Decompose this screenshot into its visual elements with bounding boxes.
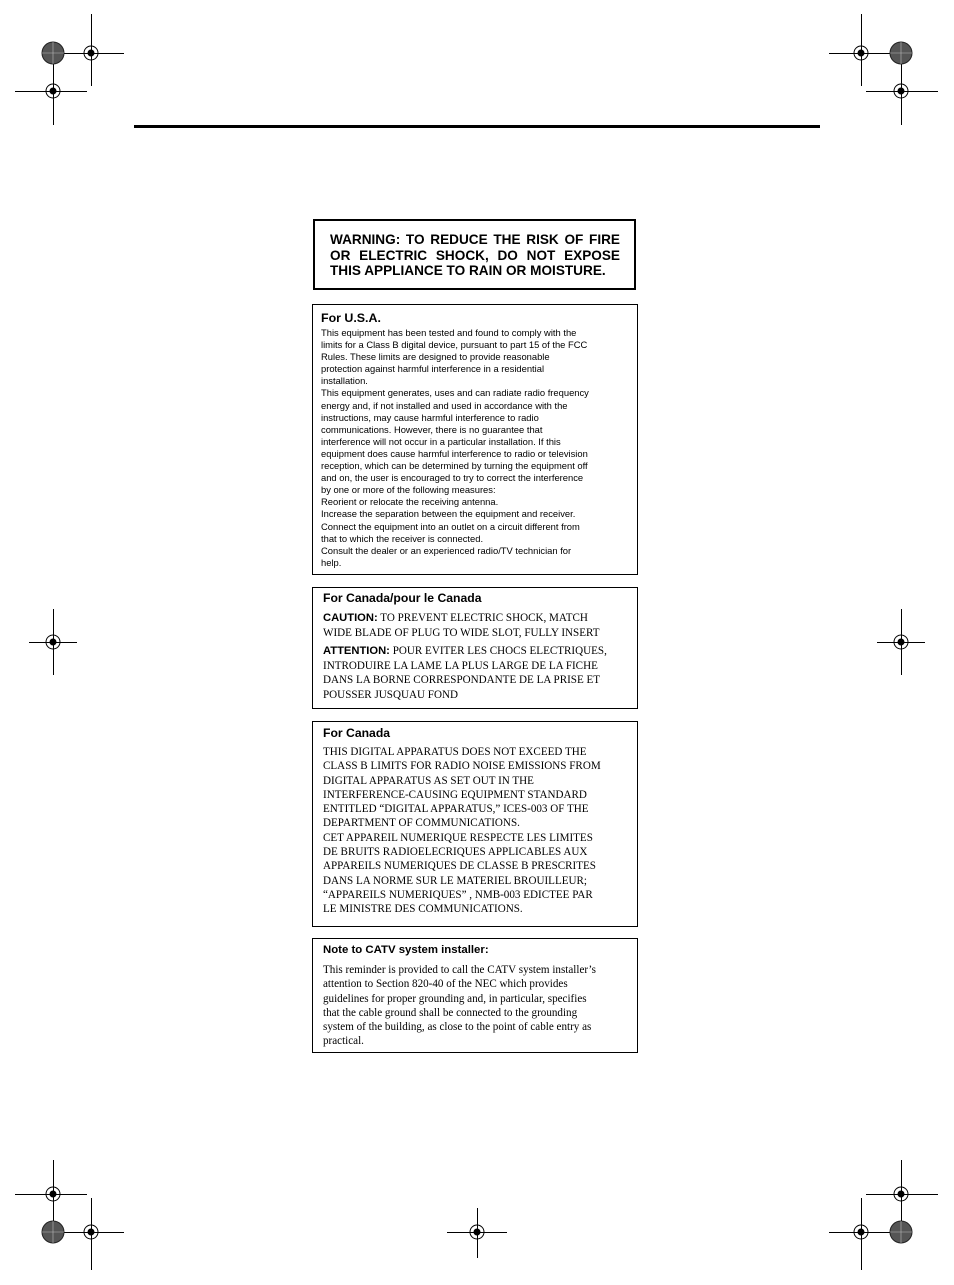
usa-line: reception, which can be determined by turning the equipment off <box>321 460 588 472</box>
catv-line: practical. <box>323 1035 364 1048</box>
canada-line: ENTITLED “DIGITAL APPARATUS,” ICES-003 OF THE <box>323 803 589 816</box>
canada-line: INTERFERENCE-CAUSING EQUIPMENT STANDARD <box>323 788 587 801</box>
catv-body <box>323 963 631 1049</box>
attention-line: POUSSER JUSQUAU FOND <box>323 688 459 701</box>
canada-line: DANS LA NORME SUR LE MATERIEL BROUILLEUR; <box>323 874 587 887</box>
usa-line: interference will not occur in a particular installation. If this <box>321 435 561 447</box>
usa-line: Consult the dealer or an experienced radio/TV technician for <box>321 544 572 556</box>
usa-line: Increase the separation between the equipment and receiver. <box>321 508 576 520</box>
caution-line: TO PREVENT ELECTRIC SHOCK, MATCH <box>380 612 588 624</box>
warning-box <box>313 219 636 290</box>
usa-line: This equipment has been tested and found to comply with the <box>321 327 577 338</box>
catv-line: guidelines for proper grounding and, in particular, specifies <box>323 992 587 1005</box>
usa-line: instructions, may cause harmful interference to radio <box>321 411 539 423</box>
caution-line: WIDE BLADE OF PLUG TO WIDE SLOT, FULLY INSERT <box>323 626 600 639</box>
canada-plug-heading: For Canada/pour le Canada <box>323 591 482 605</box>
attention-line: POUR EVITER LES CHOCS ELECTRIQUES, <box>392 645 607 658</box>
usa-line: Connect the equipment into an outlet on a circuit different from <box>321 520 580 532</box>
usa-line: protection against harmful interference in a residential <box>321 363 545 375</box>
catv-line: that the cable ground shall be connected to the grounding <box>323 1006 578 1019</box>
canada-line: LE MINISTRE DES COMMUNICATIONS. <box>323 903 523 916</box>
canada-line: “APPAREILS NUMERIQUES” , NMB-003 EDICTEE PAR <box>323 888 593 901</box>
caution-label: CAUTION: <box>323 612 378 624</box>
canada-line: THIS DIGITAL APPARATUS DOES NOT EXCEED THE <box>323 746 587 758</box>
canada-line: CLASS B LIMITS FOR RADIO NOISE EMISSIONS FROM <box>323 760 601 773</box>
canada-digital-heading: For Canada <box>323 726 391 740</box>
canada-line: DE BRUITS RADIOELECRIQUES APPLICABLES AUX <box>323 846 588 859</box>
usa-line: that to which the receiver is connected. <box>321 532 484 544</box>
usa-line: by one or more of the following measures: <box>321 484 496 496</box>
attention-label: ATTENTION: <box>323 645 390 658</box>
canada-line: APPAREILS NUMERIQUES DE CLASSE B PRESCRITES <box>323 860 596 873</box>
attention-line: DANS LA BORNE CORRESPONDANTE DE LA PRISE ET <box>323 674 601 687</box>
catv-heading: Note to CATV system installer: <box>323 944 489 956</box>
canada-line: CET APPAREIL NUMERIQUE RESPECTE LES LIMITES <box>323 831 593 844</box>
warning-text: WARNING: TO REDUCE THE RISK OF FIRE OR ELECTRIC SHOCK, DO NOT EXPOSE THIS APPLIANCE TO RAIN OR MOISTURE. <box>330 232 620 278</box>
usa-line: energy and, if not installed and used in accordance with the <box>321 399 568 411</box>
catv-note-box <box>312 938 638 1053</box>
catv-line: attention to Section 820-40 of the NEC which provides <box>323 978 568 991</box>
canada-plug-box <box>312 587 638 709</box>
attention-paragraph <box>323 644 631 702</box>
attention-line: INTRODUIRE LA LAME LA PLUS LARGE DE LA FICHE <box>323 659 598 672</box>
usa-line: This equipment generates, uses and can radiate radio frequency <box>321 387 589 399</box>
canada-digital-body <box>323 745 631 917</box>
catv-line: system of the building, as close to the point of cable entry as <box>323 1021 592 1034</box>
usa-line: help. <box>321 556 342 568</box>
canada-digital-box <box>312 721 638 927</box>
usa-line: Reorient or relocate the receiving antenna. <box>321 496 499 508</box>
usa-line: communications. However, there is no guarantee that <box>321 423 543 435</box>
canada-line: DIGITAL APPARATUS AS SET OUT IN THE <box>323 774 534 787</box>
header-rule <box>134 125 820 128</box>
usa-heading: For U.S.A. <box>321 311 381 325</box>
usa-line: equipment does cause harmful interference to radio or television <box>321 447 588 459</box>
usa-line: limits for a Class B digital device, pursuant to part 15 of the FCC <box>321 339 588 351</box>
catv-line: This reminder is provided to call the CATV system installer’s <box>323 964 596 976</box>
usa-line: Rules. These limits are designed to provide reasonable <box>321 351 550 363</box>
usa-line: installation. <box>321 375 368 387</box>
caution-paragraph <box>323 611 631 640</box>
usa-body <box>321 327 630 569</box>
usa-line: and on, the user is encouraged to try to correct the interference <box>321 472 584 484</box>
usa-notice-box <box>312 304 638 575</box>
canada-line: DEPARTMENT OF COMMUNICATIONS. <box>323 817 520 830</box>
